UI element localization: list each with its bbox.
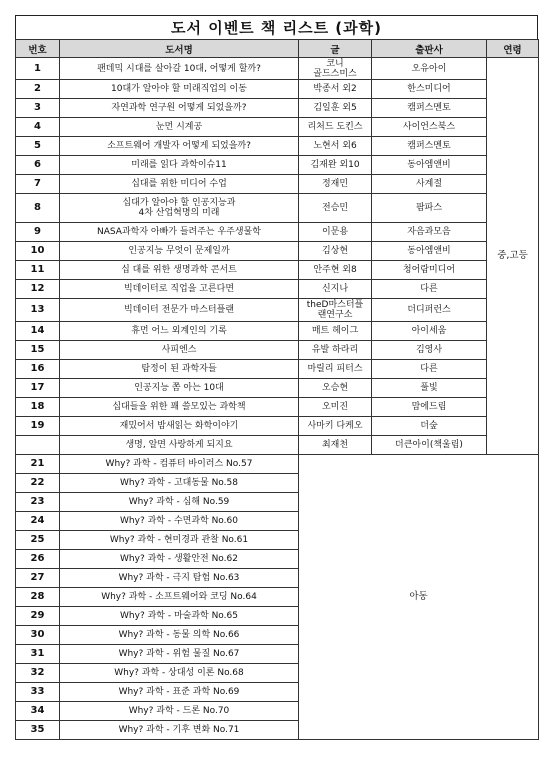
book-author: theD마스터플 랜연구소 [299,299,372,322]
row-number: 5 [16,137,60,156]
row-number: 6 [16,156,60,175]
header-num: 번호 [16,40,60,58]
table-row [16,118,539,137]
book-title: Why? 과학 - 소프트웨어와 코딩 No.64 [60,588,299,607]
row-number: 27 [16,569,60,588]
book-title: 사피엔스 [60,341,299,360]
row-number: 31 [16,645,60,664]
book-author: 정재민 [299,175,372,194]
book-publisher: 한스미디어 [372,80,487,99]
book-publisher: 사계절 [372,175,487,194]
row-number: 32 [16,664,60,683]
table-row [16,99,539,118]
book-author: 김상현 [299,242,372,261]
book-title: 자연과학 연구원 어떻게 되었을까? [60,99,299,118]
table-row [16,299,539,322]
book-title: 휴먼 어느 외계인의 기록 [60,322,299,341]
table-row [16,137,539,156]
row-number: 21 [16,455,60,474]
book-publisher: 동아엠앤비 [372,242,487,261]
row-number: 7 [16,175,60,194]
row-number: 30 [16,626,60,645]
table-row [16,436,539,455]
book-author: 김일훈 외5 [299,99,372,118]
book-title: Why? 과학 - 동물 의학 No.66 [60,626,299,645]
row-number: 13 [16,299,60,322]
book-title: Why? 과학 - 수면과학 No.60 [60,512,299,531]
row-number: 34 [16,702,60,721]
book-title: 빅데이터 전문가 마스터플랜 [60,299,299,322]
row-number: 22 [16,474,60,493]
book-publisher: 캠퍼스멘토 [372,99,487,118]
book-publisher: 팜파스 [372,194,487,223]
book-publisher: 맘에드림 [372,398,487,417]
row-number: 4 [16,118,60,137]
book-publisher: 사이언스북스 [372,118,487,137]
header-row [16,40,539,58]
book-title: Why? 과학 - 컴퓨터 바이러스 No.57 [60,455,299,474]
book-title: 십대가 알아야 할 인공지능과 4차 산업혁명의 미래 [60,194,299,223]
book-list-sheet [15,15,538,740]
book-publisher: 더디퍼런스 [372,299,487,322]
book-author: 오승현 [299,379,372,398]
book-title: Why? 과학 - 마술과학 No.65 [60,607,299,626]
book-title: 눈먼 시계공 [60,118,299,137]
table-row [16,322,539,341]
book-title: Why? 과학 - 위험 물질 No.67 [60,645,299,664]
book-table [15,39,539,740]
book-title: Why? 과학 - 고대동물 No.58 [60,474,299,493]
table-row [16,242,539,261]
book-title: Why? 과학 - 드론 No.70 [60,702,299,721]
row-number [16,436,60,455]
header-grade: 연령 [487,40,539,58]
book-title: 십대를 위한 미디어 수업 [60,175,299,194]
book-title: 인공지능 쫌 아는 10대 [60,379,299,398]
row-number: 9 [16,223,60,242]
row-number: 29 [16,607,60,626]
book-title: Why? 과학 - 생활안전 No.62 [60,550,299,569]
book-title: 10대가 알아야 할 미래직업의 이동 [60,80,299,99]
book-title: 인공지능 무엇이 문제일까 [60,242,299,261]
row-number: 16 [16,360,60,379]
book-title: 미래를 읽다 과학이슈11 [60,156,299,175]
book-title: 소프트웨어 개발자 어떻게 되었을까? [60,137,299,156]
row-number: 28 [16,588,60,607]
table-row [16,341,539,360]
row-number: 15 [16,341,60,360]
book-publisher: 오유아이 [372,58,487,80]
book-title: Why? 과학 - 현미경과 관찰 No.61 [60,531,299,550]
row-number: 10 [16,242,60,261]
book-author: 신지나 [299,280,372,299]
book-title: Why? 과학 - 극지 탐험 No.63 [60,569,299,588]
row-number: 35 [16,721,60,740]
book-publisher: 더큰아이(책울림) [372,436,487,455]
table-row [16,417,539,436]
table-row [16,80,539,99]
row-number: 19 [16,417,60,436]
book-title: 팬데믹 시대를 살아갈 10대, 어떻게 할까? [60,58,299,80]
book-author: 김재완 외10 [299,156,372,175]
grade-kids: 아동 [299,455,539,740]
row-number: 25 [16,531,60,550]
book-author: 사마키 다케오 [299,417,372,436]
row-number: 24 [16,512,60,531]
grade-secondary: 중,고등 [487,58,539,455]
header-publisher: 출판사 [372,40,487,58]
book-author: 최재천 [299,436,372,455]
book-publisher: 김영사 [372,341,487,360]
table-row [16,223,539,242]
book-author: 오미진 [299,398,372,417]
book-publisher: 아이세움 [372,322,487,341]
row-number: 8 [16,194,60,223]
book-publisher: 더숲 [372,417,487,436]
book-publisher: 풀빛 [372,379,487,398]
book-author: 코니 골드스미스 [299,58,372,80]
book-title: 십대들을 위한 꽤 쓸모있는 과학책 [60,398,299,417]
book-title: 재밌어서 밤새읽는 화학이야기 [60,417,299,436]
table-row [16,58,539,80]
row-number: 14 [16,322,60,341]
book-publisher: 동아엠앤비 [372,156,487,175]
book-author: 전승민 [299,194,372,223]
row-number: 23 [16,493,60,512]
book-title: NASA과학자 아빠가 들려주는 우주생물학 [60,223,299,242]
book-publisher: 캠퍼스멘토 [372,137,487,156]
table-row [16,360,539,379]
row-number: 26 [16,550,60,569]
table-row [16,455,539,474]
table-row [16,194,539,223]
book-author: 안주현 외8 [299,261,372,280]
row-number: 3 [16,99,60,118]
table-row [16,175,539,194]
book-title: 십 대를 위한 생명과학 콘서트 [60,261,299,280]
book-publisher: 자음과모음 [372,223,487,242]
table-row [16,261,539,280]
header-title: 도서명 [60,40,299,58]
book-author: 마릴리 피터스 [299,360,372,379]
row-number: 12 [16,280,60,299]
table-row [16,398,539,417]
row-number: 2 [16,80,60,99]
book-author: 매트 헤이그 [299,322,372,341]
row-number: 33 [16,683,60,702]
book-title: Why? 과학 - 기후 변화 No.71 [60,721,299,740]
book-title: Why? 과학 - 상대성 이론 No.68 [60,664,299,683]
book-title: Why? 과학 - 표준 과학 No.69 [60,683,299,702]
row-number: 1 [16,58,60,80]
book-title: 탐정이 된 과학자들 [60,360,299,379]
book-publisher: 청어람미디어 [372,261,487,280]
table-body [16,58,539,740]
book-author: 박종서 외2 [299,80,372,99]
book-title: Why? 과학 - 심해 No.59 [60,493,299,512]
row-number: 17 [16,379,60,398]
book-author: 이문용 [299,223,372,242]
book-title: 생명, 알면 사랑하게 되지요 [60,436,299,455]
book-author: 리처드 도킨스 [299,118,372,137]
table-row [16,379,539,398]
book-title: 빅데이터로 직업을 고른다면 [60,280,299,299]
book-author: 유발 하라리 [299,341,372,360]
row-number: 18 [16,398,60,417]
table-row [16,280,539,299]
table-row [16,156,539,175]
book-publisher: 다른 [372,360,487,379]
page-title: 도서 이벤트 책 리스트 (과학) [15,15,538,39]
header-author: 글 [299,40,372,58]
book-publisher: 다른 [372,280,487,299]
book-author: 노현서 외6 [299,137,372,156]
row-number: 11 [16,261,60,280]
